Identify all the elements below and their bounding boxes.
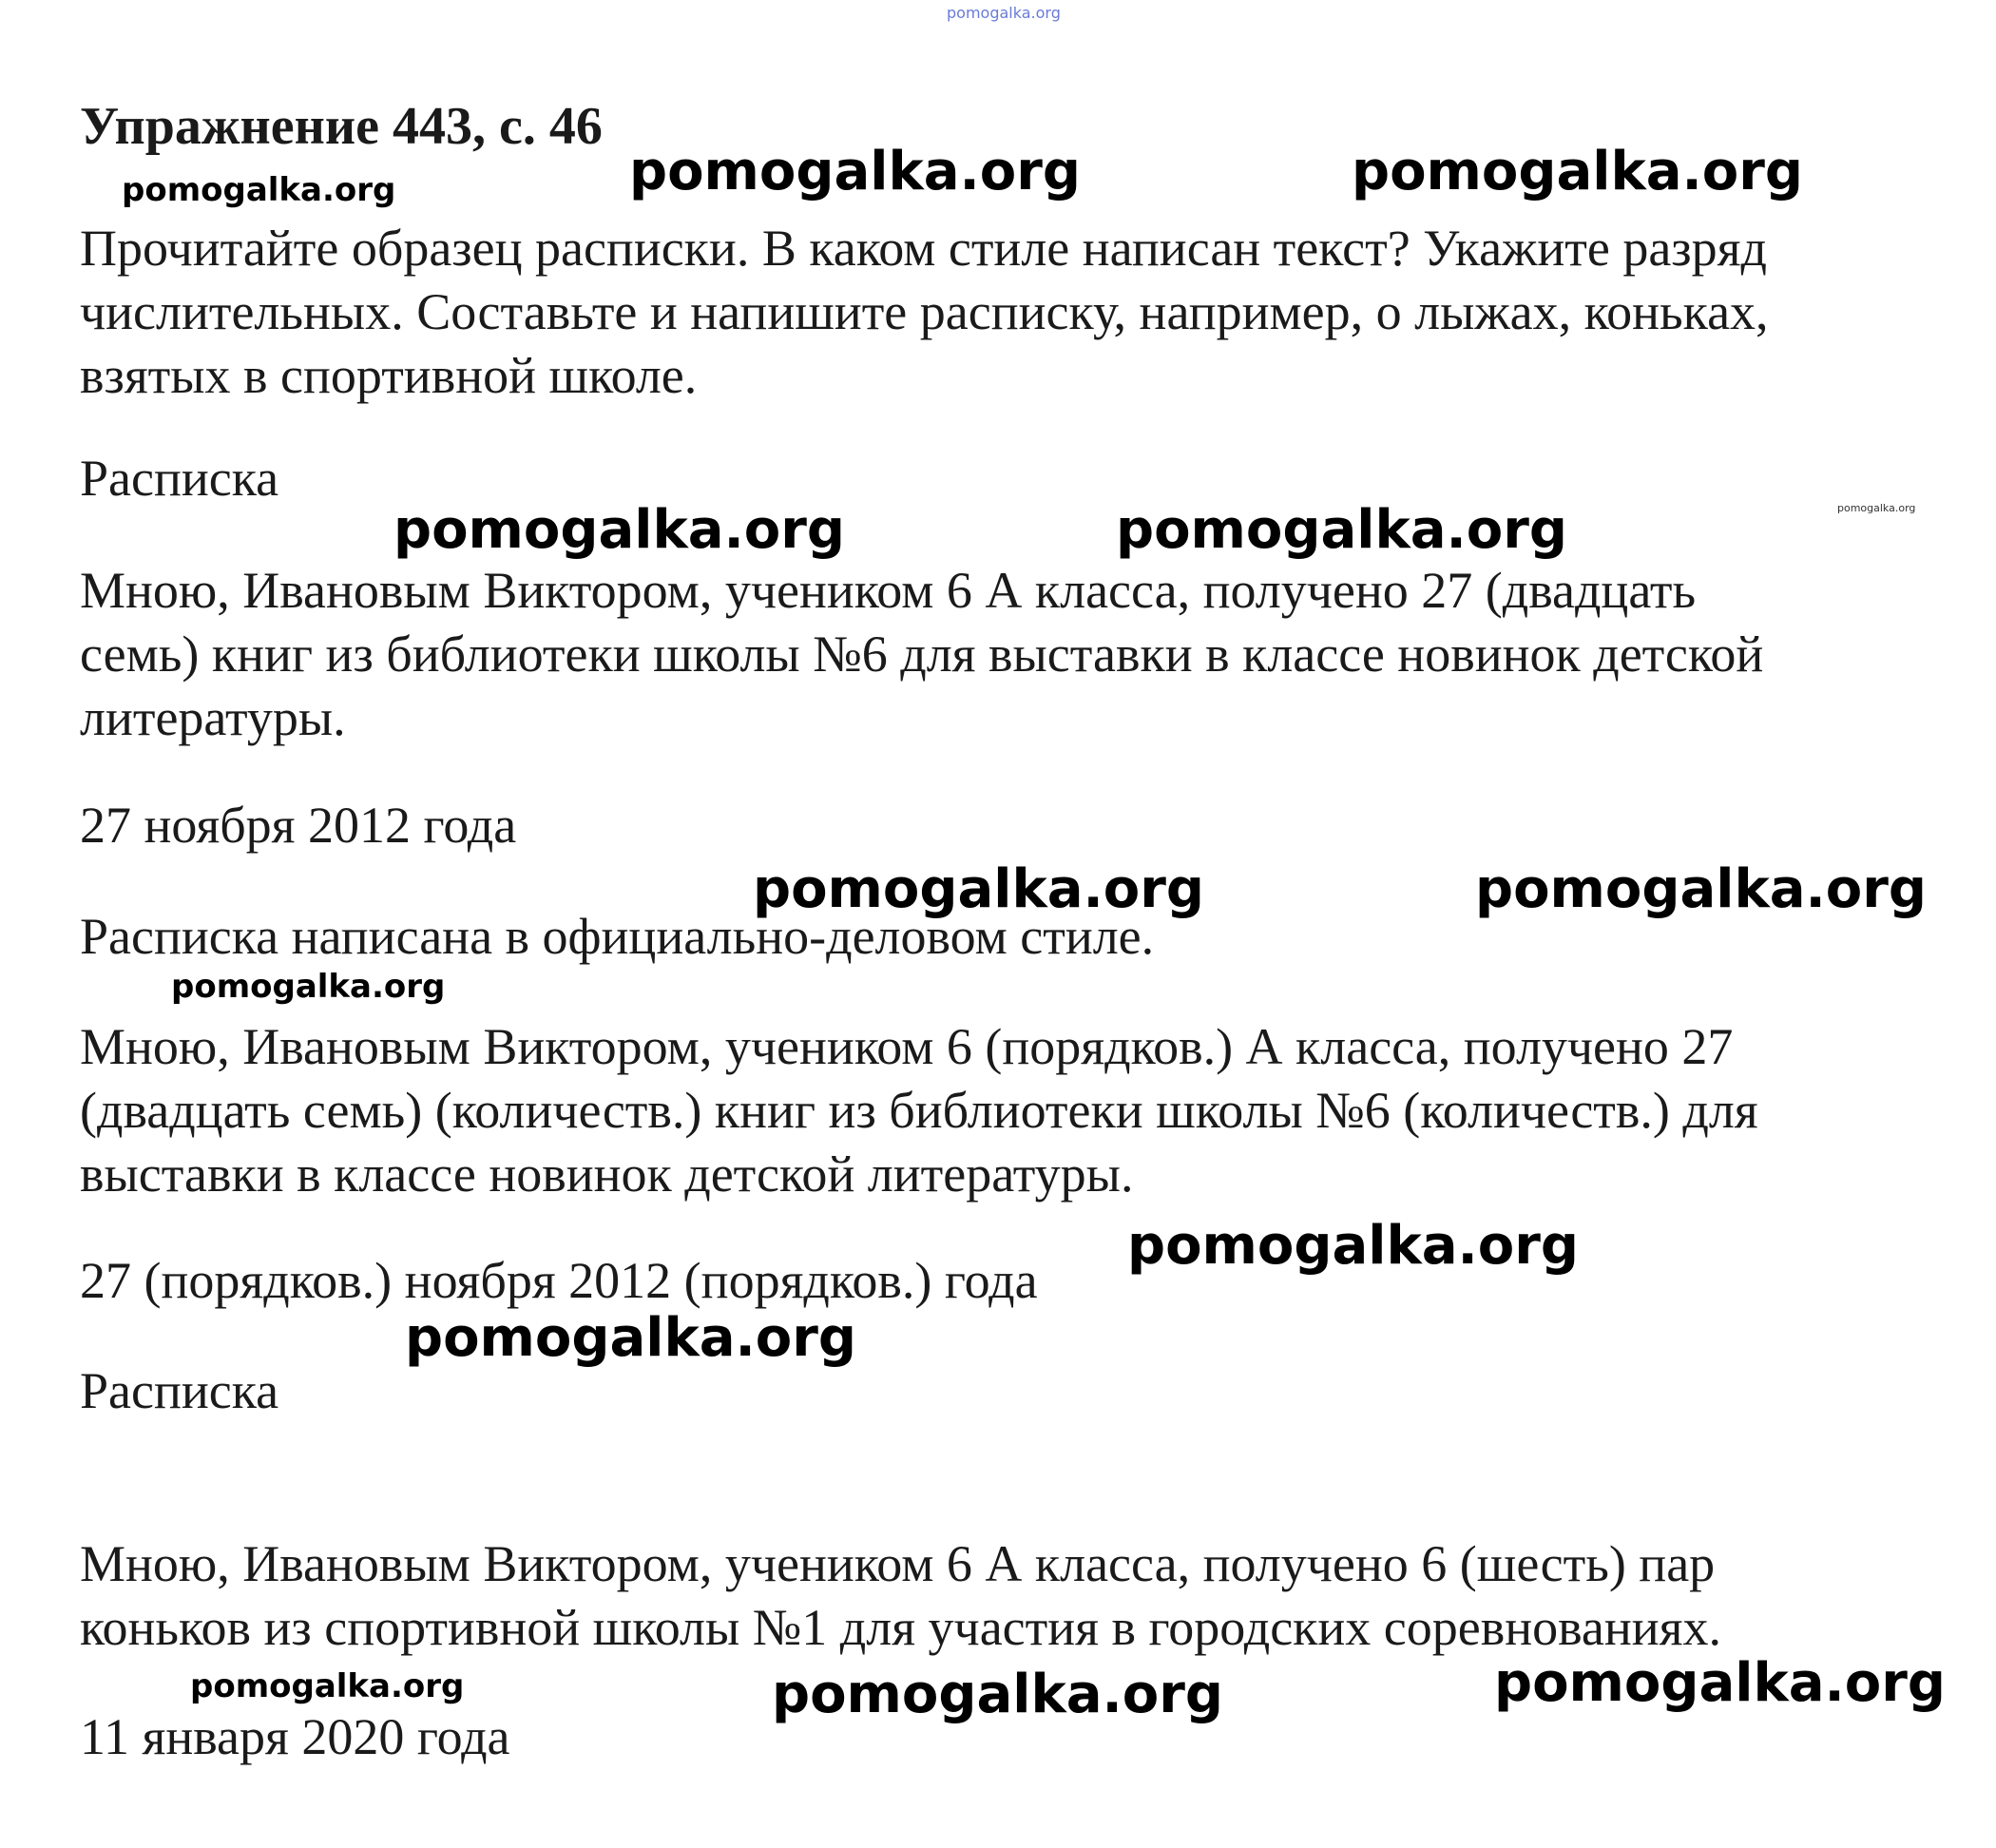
watermark: pomogalka.org: [1475, 858, 1927, 920]
sample-date: 27 ноября 2012 года: [80, 797, 517, 854]
watermark: pomogalka.org: [405, 1307, 856, 1369]
task-text: [80, 217, 1962, 408]
watermark: pomogalka.org: [947, 4, 1061, 22]
watermark: pomogalka.org: [1352, 141, 1803, 202]
watermark: pomogalka.org: [1837, 502, 1916, 514]
watermark: pomogalka.org: [1127, 1215, 1579, 1277]
own-heading: Расписка: [80, 1362, 279, 1419]
own-date: 11 января 2020 года: [80, 1708, 510, 1765]
own-line: коньков из спортивной школы №1 для участия в городских соревнованиях.: [80, 1599, 1722, 1656]
sample-heading: Расписка: [80, 450, 279, 507]
sample-text: [80, 559, 1962, 750]
watermark: pomogalka.org: [190, 1667, 465, 1705]
style-answer: Расписка написана в официально-деловом стиле.: [80, 908, 1155, 965]
analysis-line: (двадцать семь) (количеств.) книг из библиотеки школы №6 (количеств.) для: [80, 1082, 1758, 1139]
sample-line: семь) книг из библиотеки школы №6 для выставки в классе новинок детской: [80, 626, 1764, 683]
watermark: pomogalka.org: [393, 499, 845, 561]
watermark: pomogalka.org: [629, 141, 1081, 202]
analysis-line: выставки в классе новинок детской литературы.: [80, 1145, 1134, 1203]
task-line: Прочитайте образец расписки. В каком стиле написан текст? Укажите разряд: [80, 220, 1767, 277]
own-line: Мною, Ивановым Виктором, учеником 6 А класса, получено 6 (шесть) пар: [80, 1535, 1716, 1592]
analysis-line: Мною, Ивановым Виктором, учеником 6 (порядков.) А класса, получено 27: [80, 1018, 1734, 1075]
analysis-date: 27 (порядков.) ноября 2012 (порядков.) года: [80, 1252, 1038, 1309]
watermark: pomogalka.org: [753, 858, 1204, 920]
task-line: взятых в спортивной школе.: [80, 347, 698, 404]
watermark: pomogalka.org: [772, 1664, 1223, 1725]
watermark: pomogalka.org: [1116, 499, 1567, 561]
task-line: числительных. Составьте и напишите расписку, например, о лыжах, коньках,: [80, 283, 1769, 340]
analysis-text: [80, 1015, 1962, 1206]
watermark: pomogalka.org: [171, 968, 446, 1006]
exercise-title: Упражнение 443, с. 46: [80, 97, 603, 156]
sample-line: литературы.: [80, 689, 346, 746]
own-text: [80, 1532, 1962, 1660]
sample-line: Мною, Ивановым Виктором, учеником 6 А класса, получено 27 (двадцать: [80, 562, 1697, 619]
watermark: pomogalka.org: [1494, 1652, 1946, 1714]
watermark: pomogalka.org: [122, 171, 396, 209]
